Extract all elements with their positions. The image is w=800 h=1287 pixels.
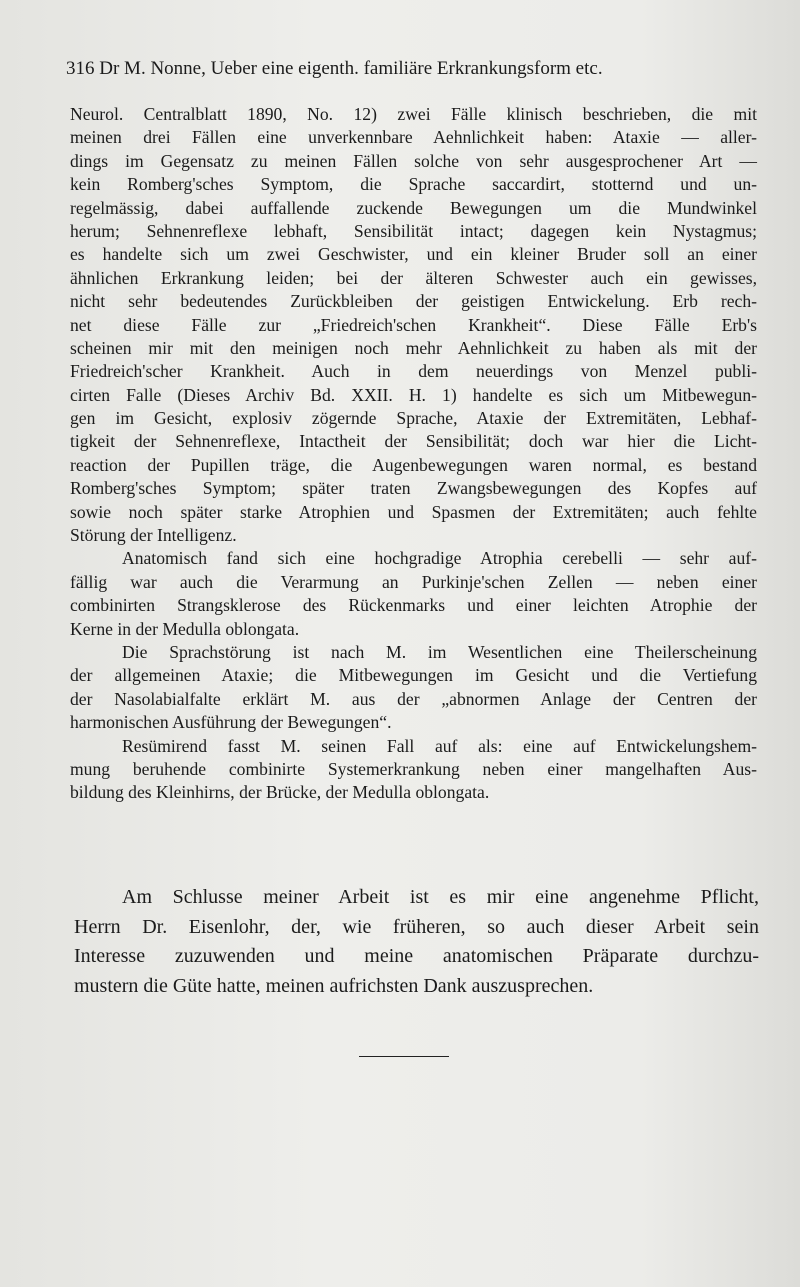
paragraph-3 <box>70 641 757 735</box>
text-line: net diese Fälle zur „Friedreich'schen Krankheit“. Diese Fälle Erb's <box>70 314 757 335</box>
text-line: Interesse zuzuwenden und meine anatomischen Präparate durchzu- <box>74 945 759 967</box>
text-line: fällig war auch die Verarmung an Purkinje'schen Zellen — neben einer <box>70 571 757 592</box>
text-line: dings im Gegensatz zu meinen Fällen solche von sehr ausgesprochener Art — <box>70 150 757 171</box>
text-line: bildung des Kleinhirns, der Brücke, der Medulla oblongata. <box>70 782 490 803</box>
text-line: gen im Gesicht, explosiv zögernde Sprache, Ataxie der Extremitäten, Lebhaf- <box>70 408 757 429</box>
text-line: mung beruhende combinirte Systemerkrankung neben einer mangelhaften Aus- <box>70 758 757 779</box>
text-line: mustern die Güte hatte, meinen aufrichsten Dank auszusprechen. <box>74 974 594 997</box>
text-line: Anatomisch fand sich eine hochgradige Atrophia cerebelli — sehr auf- <box>122 548 757 569</box>
text-line: Romberg'sches Symptom; später traten Zwangsbewegungen des Kopfes auf <box>70 478 757 499</box>
text-line: regelmässig, dabei auffallende zuckende Bewegungen um die Mundwinkel <box>70 197 757 218</box>
text-line: nicht sehr bedeutendes Zurückbleiben der geistigen Entwickelung. Erb rech- <box>70 291 757 312</box>
text-line: Am Schlusse meiner Arbeit ist es mir eine angenehme Pflicht, <box>122 886 759 908</box>
text-line: harmonischen Ausführung der Bewegungen“. <box>70 712 392 733</box>
text-line: tigkeit der Sehnenreflexe, Intactheit der Sensibilität; doch war hier die Licht- <box>70 431 757 452</box>
text-line: Neurol. Centralblatt 1890, No. 12) zwei Fälle klinisch beschrieben, die mit <box>70 104 757 124</box>
text-line: der Nasolabialfalte erklärt M. aus der „abnormen Anlage der Centren der <box>70 688 757 709</box>
text-line: es handelte sich um zwei Geschwister, und ein kleiner Bruder soll an einer <box>70 244 757 265</box>
text-line: sowie noch später starke Atrophien und Spasmen der Extremitäten; auch fehlte <box>70 501 757 522</box>
text-line: Die Sprachstörung ist nach M. im Wesentlichen eine Theilerscheinung <box>122 641 757 662</box>
text-line: Friedreich'scher Krankheit. Auch in dem neuerdings von Menzel publi- <box>70 361 757 382</box>
closing-rule <box>359 1056 449 1057</box>
text-line: cirten Falle (Dieses Archiv Bd. XXII. H. 1) handelte es sich um Mitbewegun- <box>70 384 757 405</box>
paragraph-4 <box>70 735 757 805</box>
text-line: reaction der Pupillen träge, die Augenbewegungen waren normal, es bestand <box>70 454 757 475</box>
paragraph-1 <box>70 103 757 547</box>
text-line: Kerne in der Medulla oblongata. <box>70 618 300 639</box>
text-line: kein Romberg'sches Symptom, die Sprache saccardirt, stotternd und un- <box>70 174 757 195</box>
text-line: herum; Sehnenreflexe lebhaft, Sensibilität intact; dagegen kein Nystagmus; <box>70 220 757 241</box>
text-line: ähnlichen Erkrankung leiden; bei der älteren Schwester auch ein gewisses, <box>70 267 757 288</box>
text-line: Resümirend fasst M. seinen Fall auf als: eine auf Entwickelungshem- <box>122 735 757 756</box>
text-line: meinen drei Fällen eine unverkennbare Aehnlichkeit haben: Ataxie — aller- <box>70 127 757 148</box>
text-line: Störung der Intelligenz. <box>70 525 237 546</box>
running-header: 316 Dr M. Nonne, Ueber eine eigenth. familiäre Erkrankungsform etc. <box>66 58 603 79</box>
text-line: Herrn Dr. Eisenlohr, der, wie früheren, so auch dieser Arbeit sein <box>74 915 759 938</box>
text-line: combinirten Strangsklerose des Rückenmarks und einer leichten Atrophie der <box>70 595 757 616</box>
text-line: der allgemeinen Ataxie; die Mitbewegungen im Gesicht und die Vertiefung <box>70 665 757 686</box>
paragraph-2 <box>70 547 757 641</box>
main-text <box>70 103 757 805</box>
text-line: scheinen mir mit den meinigen noch mehr Aehnlichkeit zu haben als mit der <box>70 337 757 358</box>
acknowledgement <box>74 883 759 1001</box>
